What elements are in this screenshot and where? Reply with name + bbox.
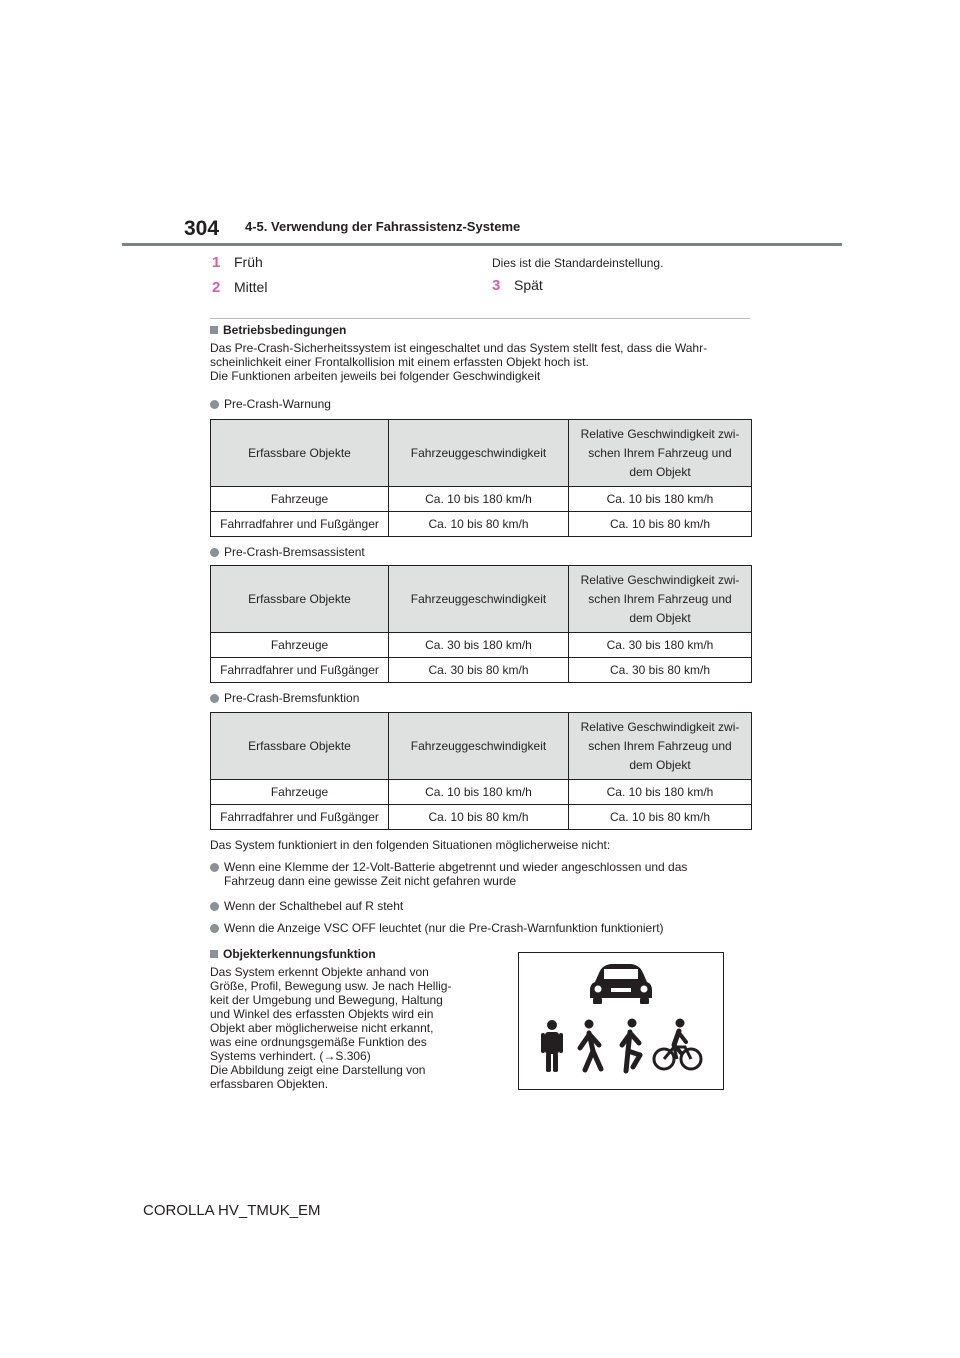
table-3-title: [210, 691, 359, 705]
table-cell: Ca. 10 bis 80 km/h: [569, 512, 752, 537]
table-cell: Ca. 30 bis 80 km/h: [389, 658, 569, 683]
list-item: [210, 860, 687, 888]
paragraph-line: Die Abbildung zeigt eine Darstellung von: [210, 1063, 426, 1077]
object-recognition-heading-text: Objekterkennungsfunktion: [223, 947, 376, 961]
header-objects: Erfassbare Objekte: [211, 420, 389, 487]
paragraph-line: Größe, Profil, Bewegung usw. Je nach Hellig-: [210, 979, 452, 993]
round-bullet-icon: [210, 694, 219, 703]
not-working-intro: Das System funktioniert in den folgenden Situationen möglicherweise nicht:: [210, 838, 611, 852]
table-cell: Ca. 10 bis 180 km/h: [569, 780, 752, 805]
list-item-line: Fahrzeug dann eine gewisse Zeit nicht gefahren wurde: [224, 874, 517, 888]
paragraph-line: was eine ordnungsgemäße Funktion des: [210, 1035, 427, 1049]
list-item-line: Wenn eine Klemme der 12-Volt-Batterie abgetrennt und wieder angeschlossen und das: [224, 860, 688, 874]
table-cell: Ca. 30 bis 180 km/h: [389, 633, 569, 658]
footer-model-code: COROLLA HV_TMUK_EM: [143, 1202, 321, 1219]
walking-pedestrian-icon: [580, 1020, 601, 1071]
round-bullet-icon: [210, 548, 219, 557]
step-number: 2: [212, 279, 221, 296]
list-item: [210, 921, 664, 935]
table-cell: Fahrzeuge: [211, 780, 389, 805]
header-line: dem Objekt: [629, 610, 691, 625]
speed-table-warning: [210, 419, 752, 537]
paragraph-line: und Winkel des erfassten Objekts wird ein: [210, 1007, 434, 1021]
header-objects: Erfassbare Objekte: [211, 566, 389, 633]
list-item: [210, 899, 403, 913]
default-note: Dies ist die Standardeinstellung.: [492, 256, 664, 270]
step-label: Mittel: [234, 279, 268, 295]
table-cell: Ca. 10 bis 180 km/h: [569, 487, 752, 512]
table-row: [211, 780, 752, 805]
table-cell: Fahrradfahrer und Fußgänger: [211, 658, 389, 683]
header-relative-speed: [569, 713, 752, 780]
header-relative-speed: [569, 420, 752, 487]
cyclist-icon: [654, 1019, 701, 1070]
table-cell: Fahrzeuge: [211, 487, 389, 512]
paragraph-line: Das System erkennt Objekte anhand von: [210, 965, 429, 979]
header-line: Relative Geschwindigkeit zwi-: [580, 426, 740, 441]
table-cell: Ca. 10 bis 180 km/h: [389, 780, 569, 805]
header-line: dem Objekt: [629, 464, 691, 479]
table-2-title: [210, 545, 365, 559]
speed-table-brake-function: [210, 712, 752, 830]
object-recognition-heading: [210, 947, 376, 961]
table-cell: Ca. 30 bis 80 km/h: [569, 658, 752, 683]
running-pedestrian-icon: [622, 1019, 640, 1072]
paragraph-line: Das Pre-Crash-Sicherheitssystem ist eingeschaltet und das System stellt fest, dass die Wahr-: [210, 341, 708, 355]
section-title: 4-5. Verwendung der Fahrassistenz-Systeme: [245, 219, 521, 234]
operating-paragraph: [210, 341, 707, 383]
header-line: schen Ihrem Fahrzeug und: [588, 445, 732, 460]
step-label: Spät: [514, 277, 543, 293]
step-number: 3: [492, 277, 501, 294]
detectable-objects-illustration: [518, 952, 724, 1090]
square-bullet-icon: [210, 326, 218, 334]
table-row: [211, 633, 752, 658]
table-cell: Ca. 10 bis 80 km/h: [389, 512, 569, 537]
header-rule: [122, 243, 842, 246]
operating-heading: [210, 323, 346, 337]
step-label: Früh: [234, 254, 263, 270]
header-line: Relative Geschwindigkeit zwi-: [580, 719, 740, 734]
paragraph-line: erfassbaren Objekten.: [210, 1077, 329, 1091]
table-row: [211, 512, 752, 537]
object-recognition-paragraph: [210, 965, 451, 1091]
header-vehicle-speed: Fahrzeuggeschwindigkeit: [389, 566, 569, 633]
header-relative-speed: [569, 566, 752, 633]
paragraph-line: Systems verhindert. (→S.306): [210, 1049, 371, 1063]
square-bullet-icon: [210, 950, 218, 958]
table-cell: Fahrzeuge: [211, 633, 389, 658]
table-cell: Ca. 10 bis 80 km/h: [389, 805, 569, 830]
table-row: [211, 658, 752, 683]
table-cell: Fahrradfahrer und Fußgänger: [211, 512, 389, 537]
list-item-text: Wenn die Anzeige VSC OFF leuchtet (nur die Pre-Crash-Warnfunktion funktioniert): [224, 921, 664, 935]
list-item-text: Wenn der Schalthebel auf R steht: [224, 899, 404, 913]
section-divider: [210, 318, 750, 319]
car-icon: [590, 964, 652, 1004]
table-row: [211, 805, 752, 830]
step-1: [212, 254, 263, 271]
round-bullet-icon: [210, 902, 219, 911]
list-item-text: [224, 860, 687, 888]
step-2: [212, 279, 267, 296]
round-bullet-icon: [210, 924, 219, 933]
table-cell: Ca. 30 bis 180 km/h: [569, 633, 752, 658]
header-vehicle-speed: Fahrzeuggeschwindigkeit: [389, 713, 569, 780]
table-title-text: Pre-Crash-Warnung: [224, 397, 331, 411]
table-row: [211, 487, 752, 512]
table-1-title: [210, 397, 331, 411]
round-bullet-icon: [210, 400, 219, 409]
step-number: 1: [212, 254, 221, 271]
table-title-text: Pre-Crash-Bremsfunktion: [224, 691, 360, 705]
header-line: schen Ihrem Fahrzeug und: [588, 591, 732, 606]
standing-pedestrian-icon: [541, 1020, 563, 1072]
paragraph-line: scheinlichkeit einer Frontalkollision mit einem erfassten Objekt hoch ist.: [210, 355, 589, 369]
table-cell: Ca. 10 bis 180 km/h: [389, 487, 569, 512]
page-number: 304: [184, 217, 220, 240]
operating-heading-text: Betriebsbedingungen: [223, 323, 347, 337]
table-title-text: Pre-Crash-Bremsassistent: [224, 545, 365, 559]
header-line: schen Ihrem Fahrzeug und: [588, 738, 732, 753]
speed-table-brake-assist: [210, 565, 752, 683]
header-vehicle-speed: Fahrzeuggeschwindigkeit: [389, 420, 569, 487]
detectable-objects-graphic: [519, 953, 723, 1089]
round-bullet-icon: [210, 863, 219, 872]
paragraph-line: keit der Umgebung und Bewegung, Haltung: [210, 993, 443, 1007]
table-cell: Fahrradfahrer und Fußgänger: [211, 805, 389, 830]
header-objects: Erfassbare Objekte: [211, 713, 389, 780]
paragraph-line: Objekt aber möglicherweise nicht erkannt,: [210, 1021, 434, 1035]
header-line: dem Objekt: [629, 757, 691, 772]
step-3: [492, 277, 543, 294]
header-line: Relative Geschwindigkeit zwi-: [580, 572, 740, 587]
paragraph-line: Die Funktionen arbeiten jeweils bei folgender Geschwindigkeit: [210, 369, 541, 383]
table-cell: Ca. 10 bis 80 km/h: [569, 805, 752, 830]
